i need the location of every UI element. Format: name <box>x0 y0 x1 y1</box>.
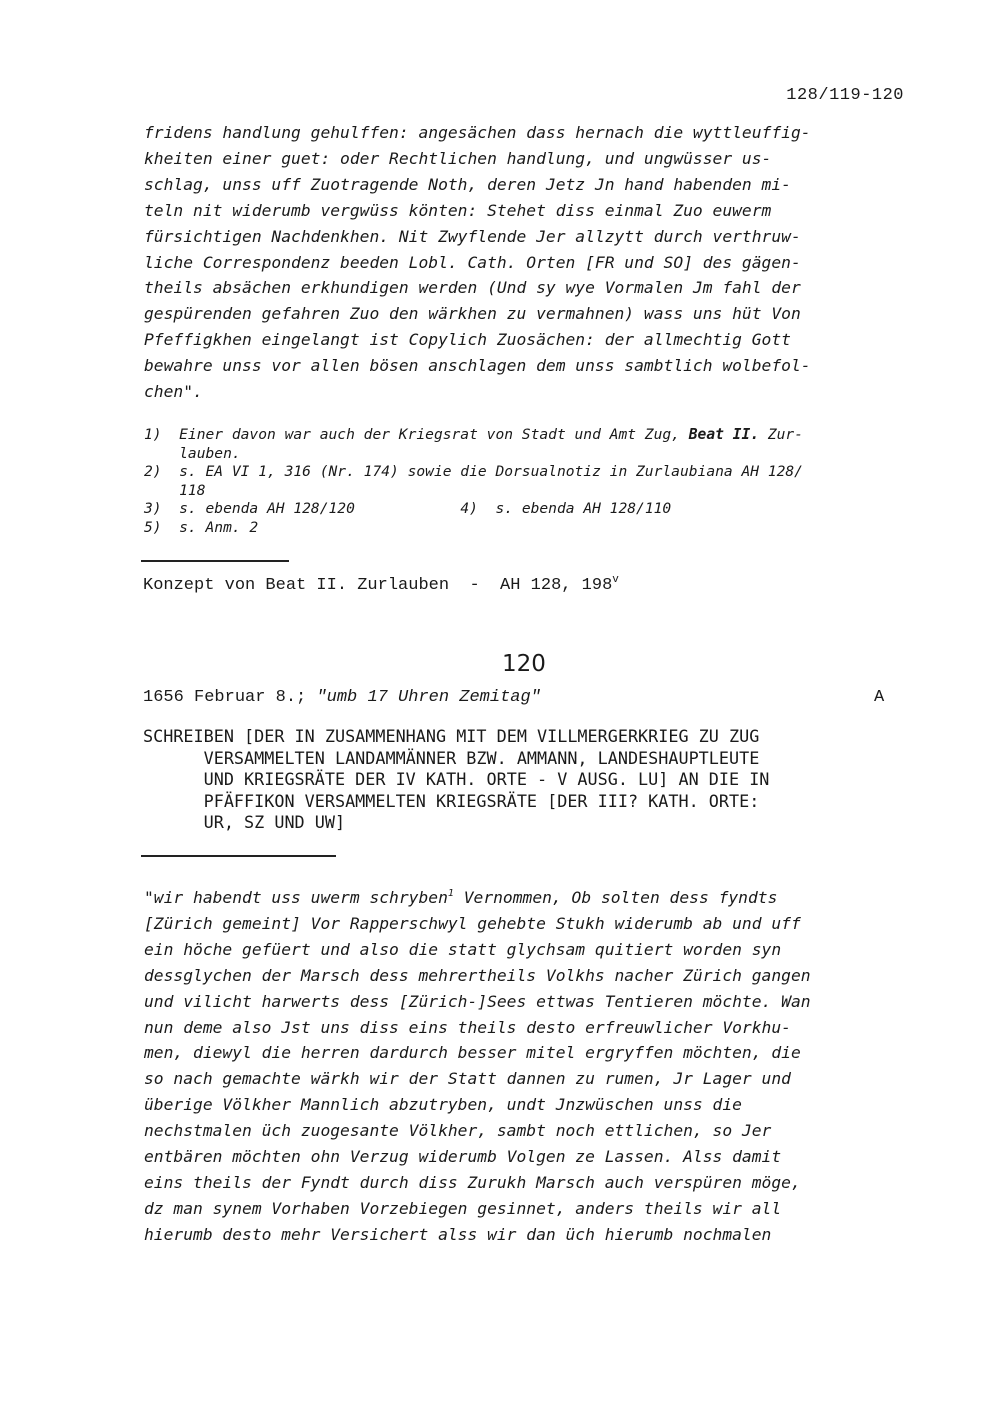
date-line <box>143 688 541 707</box>
footnotes <box>144 426 803 537</box>
quote-line: hierumb desto mehr Versichert alss wir dan üch hierumb nochmalen <box>144 1224 772 1244</box>
footnote-1-text: 1) Einer davon war auch der Kriegsrat von Stadt und Amt Zug, <box>144 426 689 443</box>
quote-line: kheiten einer guet: oder Rechtlichen handlung, und ungwüsser us- <box>144 148 772 168</box>
heading-line: SCHREIBEN [DER IN ZUSAMMENHANG MIT DEM VILLMERGERKRIEG ZU ZUG <box>143 726 760 746</box>
footnote-1-bold-name: Beat II. <box>688 426 760 443</box>
quote-line-first <box>144 888 777 907</box>
top-quote-text <box>144 120 811 405</box>
footnote-1-continuation: lauben. <box>144 444 241 462</box>
quote-line-first-suffix: Vernommen, Ob solten dess fyndts <box>453 888 778 907</box>
footnote-ref: 1 <box>447 888 454 899</box>
quote-line: fürsichtigen Nachdenkhen. Nit Zwyflende Jer allzytt durch verthruw- <box>144 226 801 246</box>
bottom-quote-text <box>144 881 811 1248</box>
footnote-2-continuation: 118 <box>144 481 206 499</box>
quote-line: chen". <box>144 382 203 402</box>
quote-line: und vilicht harwerts dess [Zürich-]Sees ettwas Tentieren möchte. Wan <box>144 991 811 1011</box>
quote-line: men, diewyl die herren dardurch besser mitel ergryffen möchten, die <box>144 1043 801 1063</box>
quote-line: bewahre unss vor allen bösen anschlagen dem unss sambtlich wolbefol- <box>144 356 811 376</box>
separator-rule <box>141 855 336 857</box>
quote-line: ein höche gefüert und also die statt glychsam quitiert worden syn <box>144 939 782 959</box>
quote-line: dessglychen der Marsch dess mehrertheils Volkhs nacher Zürich gangen <box>144 965 811 985</box>
footnote-1 <box>144 426 803 443</box>
heading-line: PFÄFFIKON VERSAMMELTEN KRIEGSRÄTE [DER III? KATH. ORTE: <box>143 790 760 811</box>
quote-line: Pfeffigkhen eingelangt ist Copylich Zuosächen: der allmechtig Gott <box>144 330 791 350</box>
heading-line: UND KRIEGSRÄTE DER IV KATH. ORTE - V AUSG. LU] AN DIE IN <box>143 769 770 790</box>
heading-line: UR, SZ UND UW] <box>143 812 346 833</box>
footnote-1-suffix: Zur- <box>759 426 803 443</box>
quote-line: fridens handlung gehulffen: angesächen dass hernach die wyttleuffig- <box>144 123 811 142</box>
document-letter: A <box>874 688 885 707</box>
footnote-4: 4) s. ebenda AH 128/110 <box>460 500 672 517</box>
source-superscript: v <box>612 574 619 586</box>
quote-line: eins theils der Fyndt durch diss Zurukh Marsch auch verspüren möge, <box>144 1172 801 1192</box>
document-heading <box>143 726 769 834</box>
quote-line: überige Völkher Mannlich abzutryben, undt Jnzwüschen unss die <box>144 1095 742 1115</box>
quote-line: liche Correspondenz beeden Lobl. Cath. Orten [FR und SO] des gägen- <box>144 252 801 272</box>
separator-rule <box>141 560 289 562</box>
quote-line: theils absächen erkhundigen werden (Und sy wye Vormalen Jm fahl der <box>144 278 801 298</box>
quote-line: nechstmalen üch zuogesante Völkher, sambt noch ettlichen, so Jer <box>144 1121 772 1141</box>
document-date: 1656 Februar 8.; <box>143 688 317 707</box>
document-number: 120 <box>502 651 546 677</box>
source-line <box>143 574 619 595</box>
source-text: Konzept von Beat II. Zurlauben - AH 128, 198 <box>143 576 613 595</box>
quote-line: dz man synem Vorhaben Vorzebiegen gesinnet, anders theils wir all <box>144 1198 782 1218</box>
quote-line: so nach gemachte wärkh wir der Statt dannen zu rumen, Jr Lager und <box>144 1069 791 1089</box>
quote-line: entbären möchten ohn Verzug widerumb Volgen ze Lassen. Alss damit <box>144 1147 782 1167</box>
quote-line: nun deme also Jst uns diss eins theils desto erfreuwlicher Vorkhu- <box>144 1017 791 1037</box>
quote-line: gespürenden gefahren Zuo den wärkhen zu vermahnen) wass uns hüt Von <box>144 304 801 324</box>
quote-line-first-text: "wir habendt uss uwerm schryben <box>144 888 448 907</box>
quote-line: [Zürich gemeint] Vor Rapperschwyl gehebte Stukh widerumb ab und uff <box>144 913 801 933</box>
page-number: 128/119-120 <box>786 86 904 105</box>
footnote-5: 5) s. Anm. 2 <box>144 518 259 536</box>
quote-line: teln nit widerumb vergwüss könten: Stehet diss einmal Zuo euwerm <box>144 200 772 220</box>
heading-line: VERSAMMELTEN LANDAMMÄNNER BZW. AMMANN, LANDESHAUPTLEUTE <box>143 747 760 768</box>
document-time-note: "umb 17 Uhren Zemitag" <box>316 688 541 707</box>
footnote-2: 2) s. EA VI 1, 316 (Nr. 174) sowie die Dorsualnotiz in Zurlaubiana AH 128/ <box>144 463 803 480</box>
quote-line: schlag, unss uff Zuotragende Noth, deren Jetz Jn hand habenden mi- <box>144 174 791 194</box>
footnote-3: 3) s. ebenda AH 128/120 <box>144 500 355 517</box>
